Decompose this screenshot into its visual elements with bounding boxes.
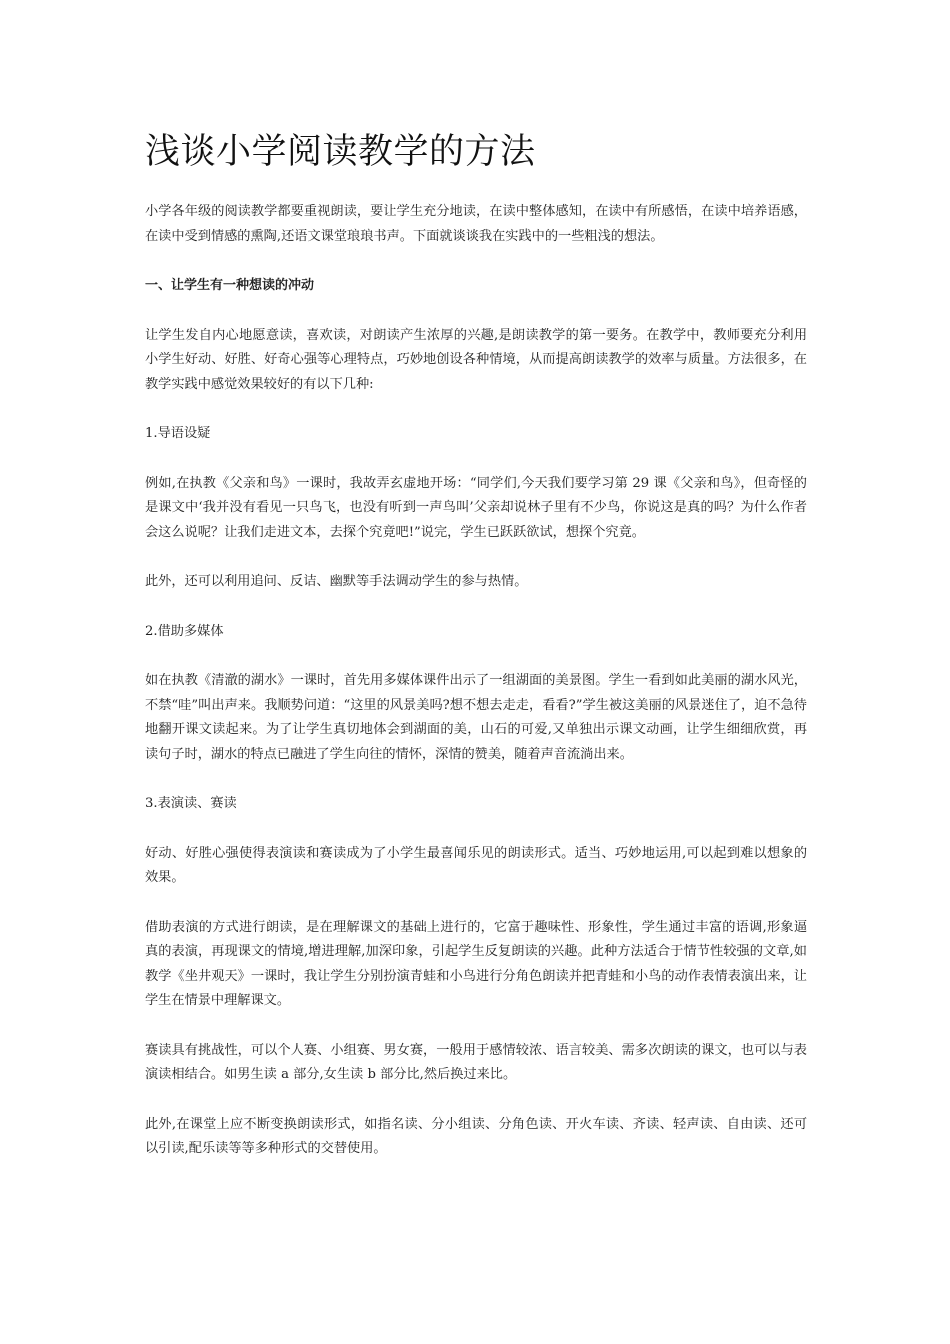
subsection-heading-3: 3.表演读、赛读 [145,796,237,811]
section-heading: 一、让学生有一种想读的冲动 [145,278,315,293]
paragraph: 好动、好胜心强使得表演读和赛读成为了小学生最喜闻乐见的朗读形式。适当、巧妙地运用,可以起到难以想象的效果。 [145,845,807,885]
section-intro-paragraph: 让学生发自内心地愿意读，喜欢读，对朗读产生浓厚的兴趣,是朗读教学的第一要务。在教学中，教师要充分利用小学生好动、好胜、好奇心强等心理特点，巧妙地创设各种情境，从而提高朗读教学的效率与质量。方法很多，在教学实践中感觉效果较好的有以下几种: [145,327,807,392]
paragraph: 借助表演的方式进行朗读，是在理解课文的基础上进行的，它富于趣味性、形象性，学生通过丰富的语调,形象逼真的表演，再现课文的情境,增进理解,加深印象，引起学生反复朗读的兴趣。此种方法适合于情节性较强的文章,如教学《坐井观天》一课时，我让学生分别扮演青蛙和小鸟进行分角色朗读并把青蛙和小鸟的动作表情表演出来，让学生在情景中理解课文。 [145,919,807,1008]
paragraph: 此外，还可以利用追问、反诘、幽默等手法调动学生的参与热情。 [145,574,528,589]
paragraph: 赛读具有挑战性，可以个人赛、小组赛、男女赛，一般用于感情较浓、语言较美、需多次朗读的课文，也可以与表演读相结合。如男生读 a 部分,女生读 b 部分比,然后换过来比。 [145,1042,807,1082]
intro-paragraph: 小学各年级的阅读教学都要重视朗读，要让学生充分地读，在读中整体感知，在读中有所感悟，在读中培养语感，在读中受到情感的熏陶,还语文课堂琅琅书声。下面就谈谈我在实践中的一些粗浅的想法。 [145,204,807,244]
subsection-heading-1: 1.导语设疑 [145,426,211,441]
subsection-heading-2: 2.借助多媒体 [145,623,224,639]
page-title: 浅谈小学阅读教学的方法 [145,132,536,172]
paragraph: 此外,在课堂上应不断变换朗读形式，如指名读、分小组读、分角色读、开火车读、齐读、轻声读、自由读、还可以引读,配乐读等等多种形式的交替使用。 [145,1116,807,1156]
paragraph: 例如,在执教《父亲和鸟》一课时，我故弄玄虚地开场：“同学们,今天我们要学习第 29 课《父亲和鸟》，但奇怪的是课文中‘我并没有看见一只鸟飞，也没有听到一声鸟叫’父亲却说林子里有不少鸟，你说这是真的吗？为什么作者会这么说呢？让我们走进文本，去探个究竟吧!”说完，学生已跃跃欲试，想探个究竟。 [145,475,807,540]
paragraph: 如在执教《清澈的湖水》一课时，首先用多媒体课件出示了一组湖面的美景图。学生一看到如此美丽的湖水风光，不禁“哇”叫出声来。我顺势问道：“这里的风景美吗?想不想去走走，看看?”学生被这美丽的风景迷住了，迫不急待地翻开课文读起来。为了让学生真切地体会到湖面的美，山石的可爱,又单独出示课文动画，让学生细细欣赏，再读句子时，湖水的特点已融进了学生向往的情怀，深情的赞美，随着声音流淌出来。 [145,673,807,762]
document-page [145,128,807,1187]
